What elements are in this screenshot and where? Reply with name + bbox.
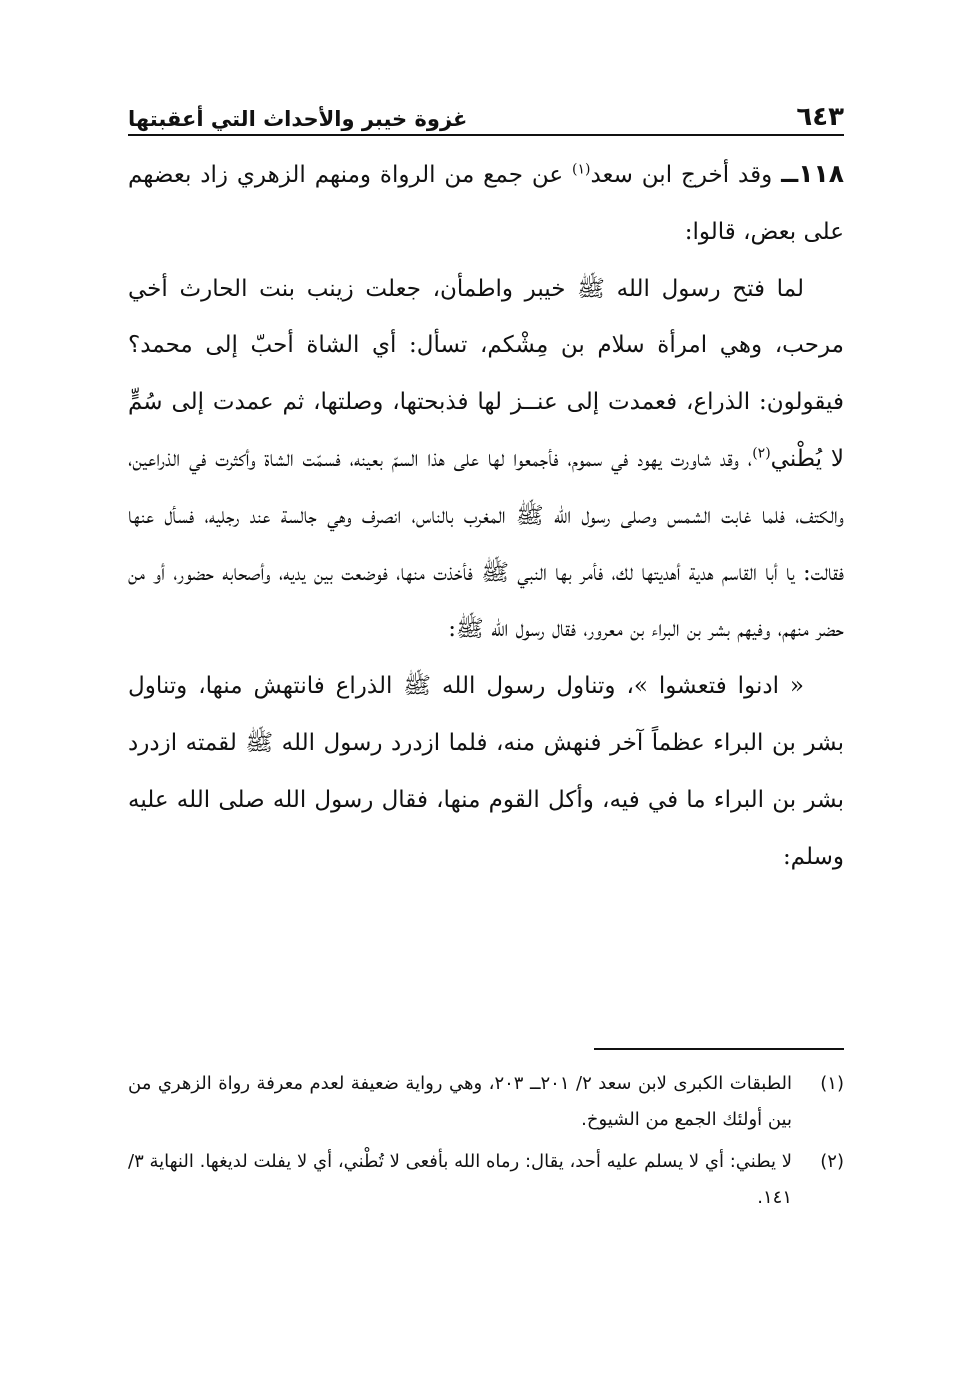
page-header [128,96,844,136]
hadith-dash: ــ [781,159,799,188]
paragraph-2-text-a: لما فتح رسول الله ﷺ خيبر واطمأن، جعلت زينب بنت الحارث أخي مرحب، وهي امرأة سلام بن مِشْكم، تسأل: أي الشاة أحبّ إلى محمد؟ فيقولون: الذراع، فعمدت إلى عنــز لها فذبحتها، وصلتها، ثم عمدت إلى سُمٍّ لا يُطْني [128,275,844,472]
running-title: غزوة خيبر والأحداث التي أعقبتها [128,107,468,131]
page-number: ٦٤٣ [796,102,844,132]
footnote-1 [128,1066,844,1138]
paragraph-2 [128,261,844,659]
footnotes [128,1066,844,1222]
hadith-number: ١١٨ [798,159,844,188]
paragraph-1 [128,146,844,261]
footnote-2-text: لا يطني: أي لا يسلم عليه أحد، يقال: رماه الله بأفعى لا تُطْني، أي لا يفلت لديغها. النهاية ٣/ ١٤١. [128,1151,792,1208]
footnote-1-text: الطبقات الكبرى لابن سعد ٢/ ٢٠١ــ ٢٠٣، وهي رواية ضعيفة لعدم معرفة رواة الزهري من بين أولئك الجمع من الشيوخ. [128,1073,792,1130]
footnote-1-number: (١) [820,1073,844,1094]
paragraph-3 [128,658,844,885]
footnote-ref-2[interactable]: (٢) [752,445,771,462]
paragraph-3-text: « ادنوا فتعشوا »، وتناول رسول الله ﷺ الذراع فانتهش منها، وتناول بشر بن البراء عظماً آخر فنهش منه، فلما ازدرد رسول الله ﷺ لقمته ازدرد بشر بن البراء ما في فيه، وأكل القوم منها، فقال رسول الله صلى الله عليه وسلم: [128,673,844,870]
paragraph-1-text-a: وقد أخرج ابن سعد [590,162,773,188]
footnote-2 [128,1144,844,1216]
footnote-ref-1[interactable]: (١) [571,161,591,178]
paragraph-1-text-b: عن جمع من الرواة ومنهم الزهري زاد بعضهم على بعض، قالوا: [128,162,844,245]
footnote-2-number: (٢) [820,1151,844,1172]
main-text [128,146,844,885]
paragraph-2-text-b: ، وقد شاورت يهود في سموم، فأجمعوا لها على هذا السمّ بعينه، فسمّت الشاة وأكثرت في الذراعين، والكتف، فلما غابت الشمس وصلى رسول الله ﷺ المغرب بالناس، انصرف وهي جالسة عند رجليه، فسأل عنها فقالت: يا أبا القاسم هدية أهديتها لك، فأمر بها النبي ﷺ فأخذت منها، فوضعت بين يديه، وأصحابه حضور، أو من حضر منهم، وفيهم بشر بن البراء بن معرور، فقال رسول الله ﷺ: [128,445,844,643]
footnote-separator [594,1048,844,1050]
